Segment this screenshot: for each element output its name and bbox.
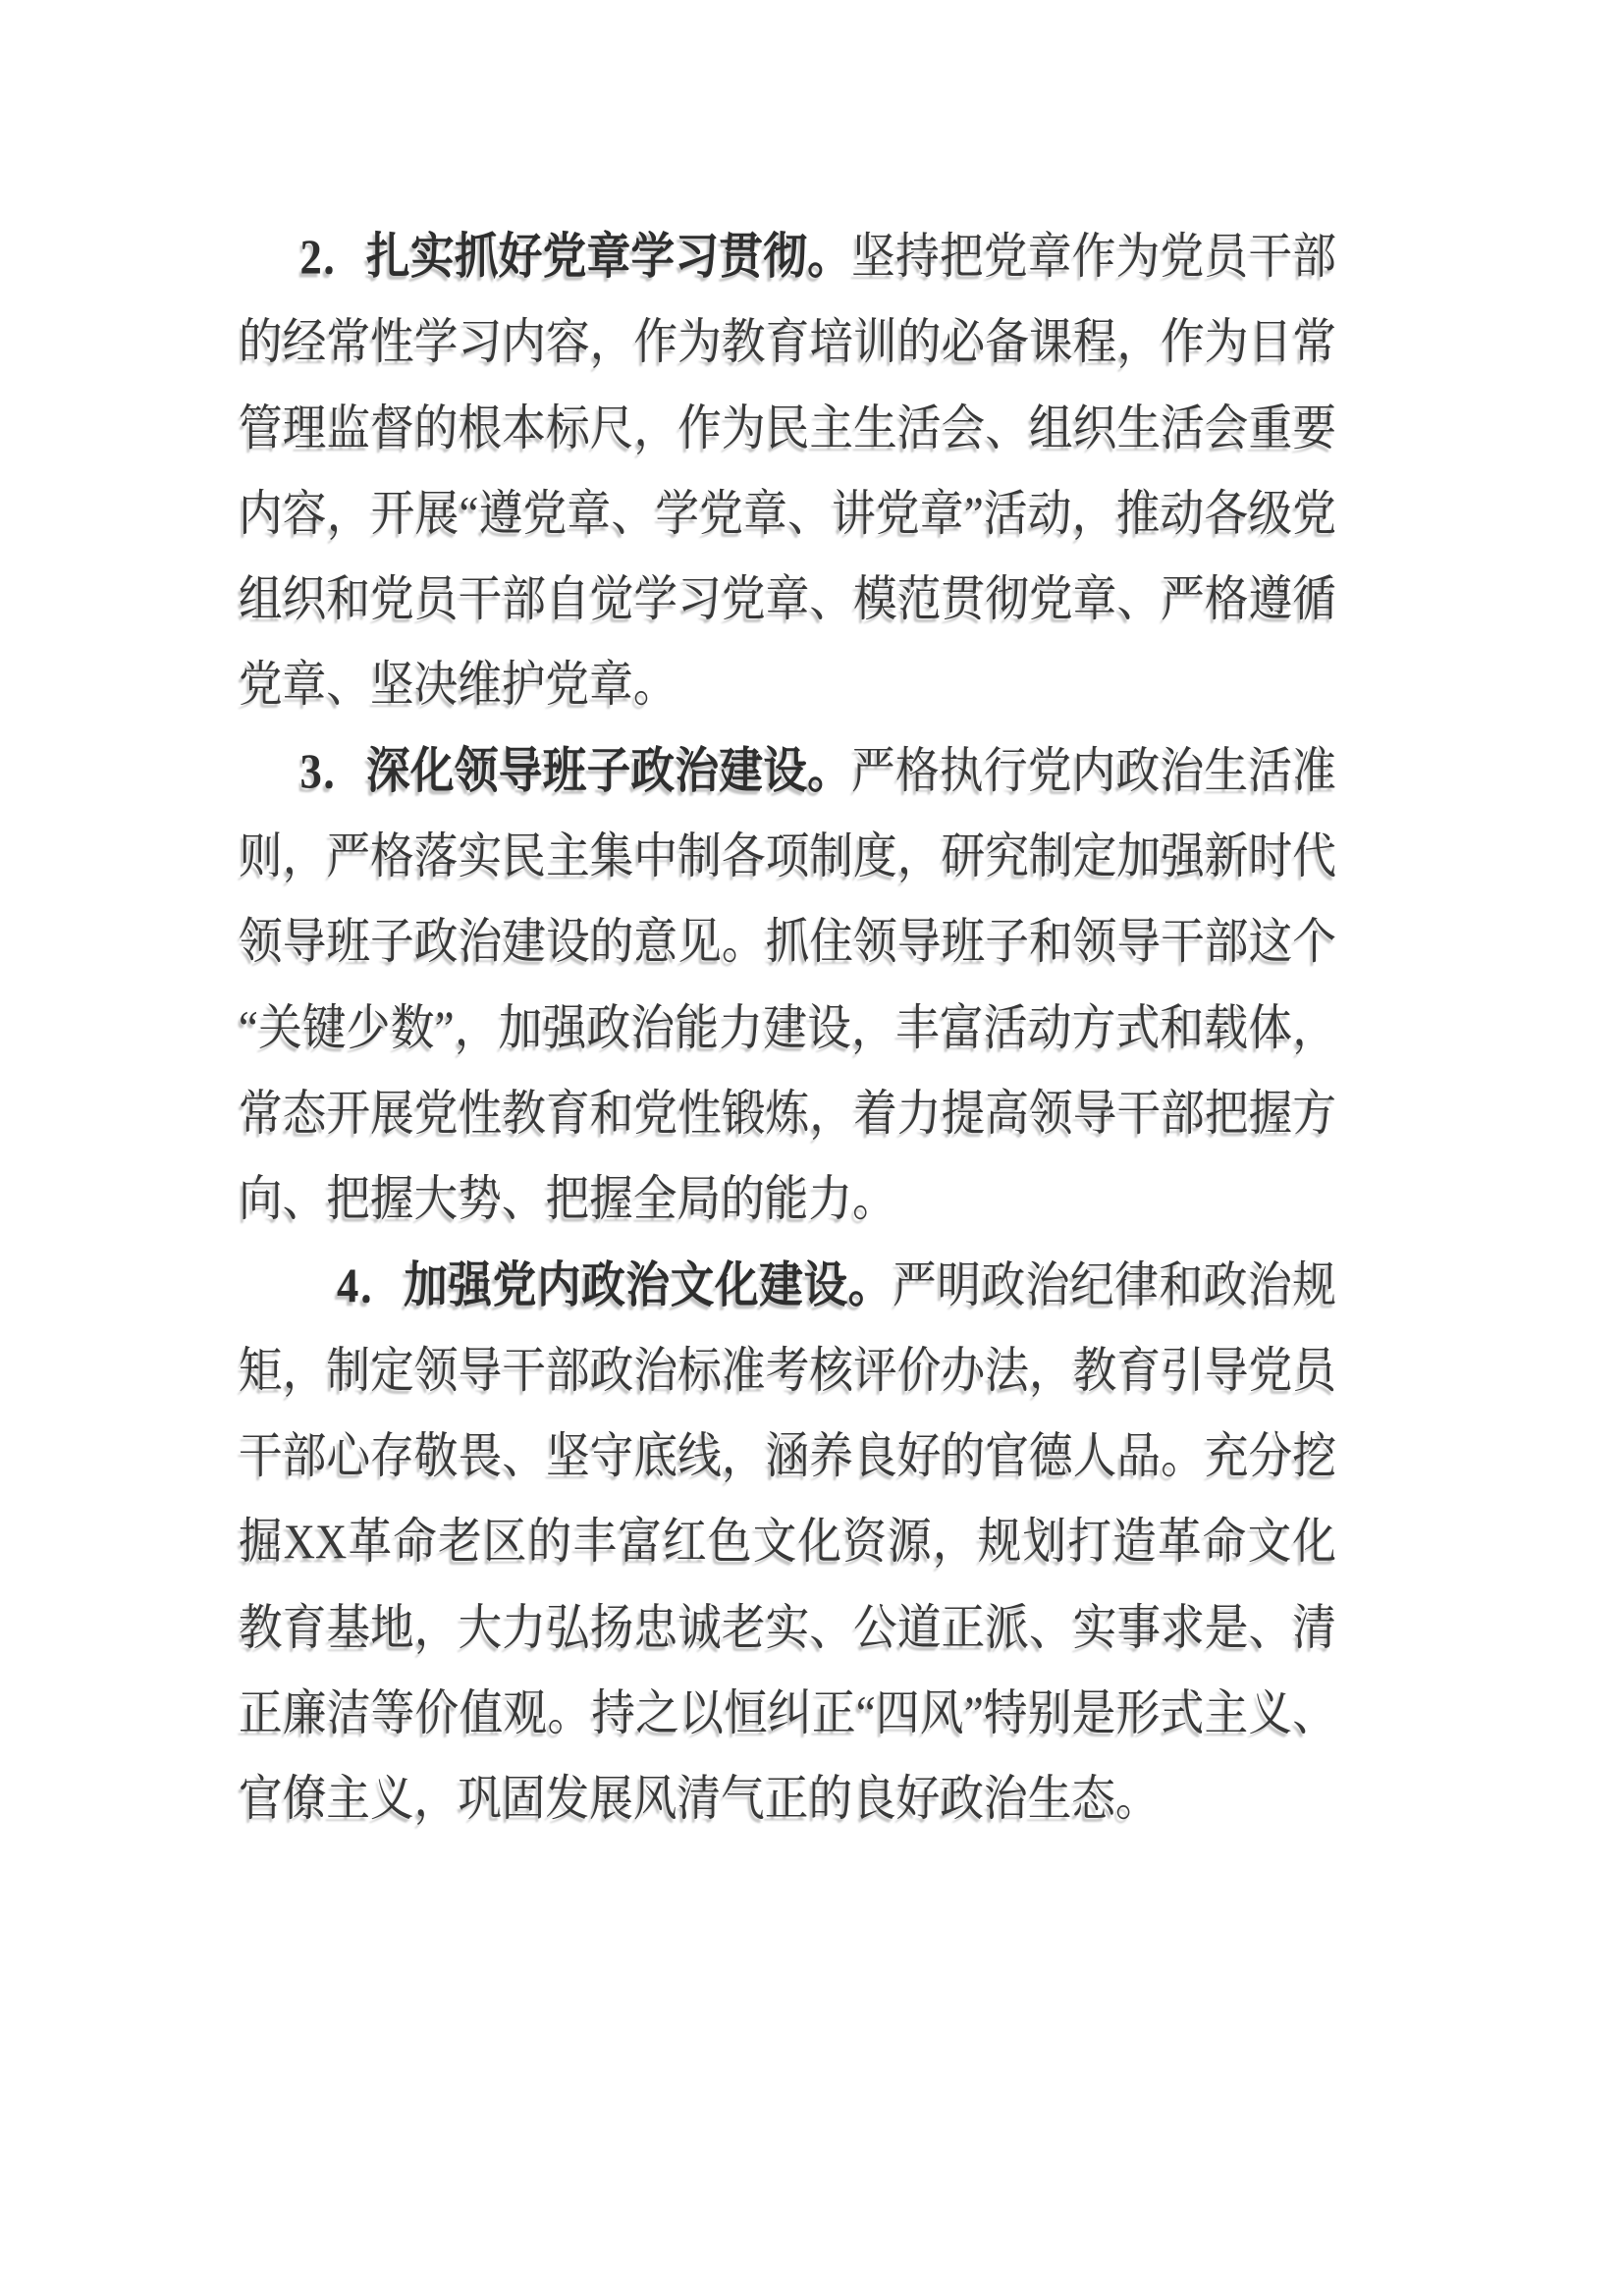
document-body [239, 214, 1336, 1842]
paragraph-4-body: 严明政治纪律和政治规矩，制定领导干部政治标准考核评价办法，教育引导党员干部心存敬畏、坚守底线，涵养良好的官德人品。充分挖掘XX革命老区的丰富红色文化资源，规划打造革命文化教育基地，大力弘扬忠诚老实、公道正派、实事求是、清正廉洁等价值观。持之以恒纠正“四风”特别是形式主义、官僚主义，巩固发展风清气正的良好政治生态。 [239, 1256, 1337, 1827]
paragraph-3-heading-text: 深化领导班子政治建设。 [366, 742, 852, 798]
paragraph-4 [239, 1243, 1336, 1842]
paragraph-2-body: 坚持把党章作为党员干部的经常性学习内容，作为教育培训的必备课程，作为日常管理监督的根本标尺，作为民主生活会、组织生活会重要内容，开展“遵党章、学党章、讲党章”活动，推动各级党组织和党员干部自觉学习党章、模范贯彻党章、严格遵循党章、坚决维护党章。 [239, 229, 1337, 713]
paragraph-3-body: 严格执行党内政治生活准则，严格落实民主集中制各项制度，研究制定加强新时代领导班子政治建设的意见。抓住领导班子和领导干部这个“关键少数”，加强政治能力建设，丰富活动方式和载体，常态开展党性教育和党性锻炼，着力提高领导干部把握方向、把握大势、把握全局的能力。 [239, 742, 1337, 1227]
paragraph-2-heading [300, 229, 852, 284]
paragraph-4-heading [337, 1257, 893, 1312]
paragraph-3 [239, 728, 1336, 1243]
paragraph-2 [239, 214, 1336, 728]
paragraph-3-heading [300, 743, 852, 798]
paragraph-4-number: 4． [337, 1256, 405, 1312]
paragraph-2-heading-text: 扎实抓好党章学习贯彻。 [366, 229, 852, 284]
paragraph-4-heading-text: 加强党内政治文化建设。 [404, 1256, 893, 1312]
paragraph-3-number: 3． [299, 742, 367, 798]
paragraph-2-number: 2． [299, 229, 367, 284]
